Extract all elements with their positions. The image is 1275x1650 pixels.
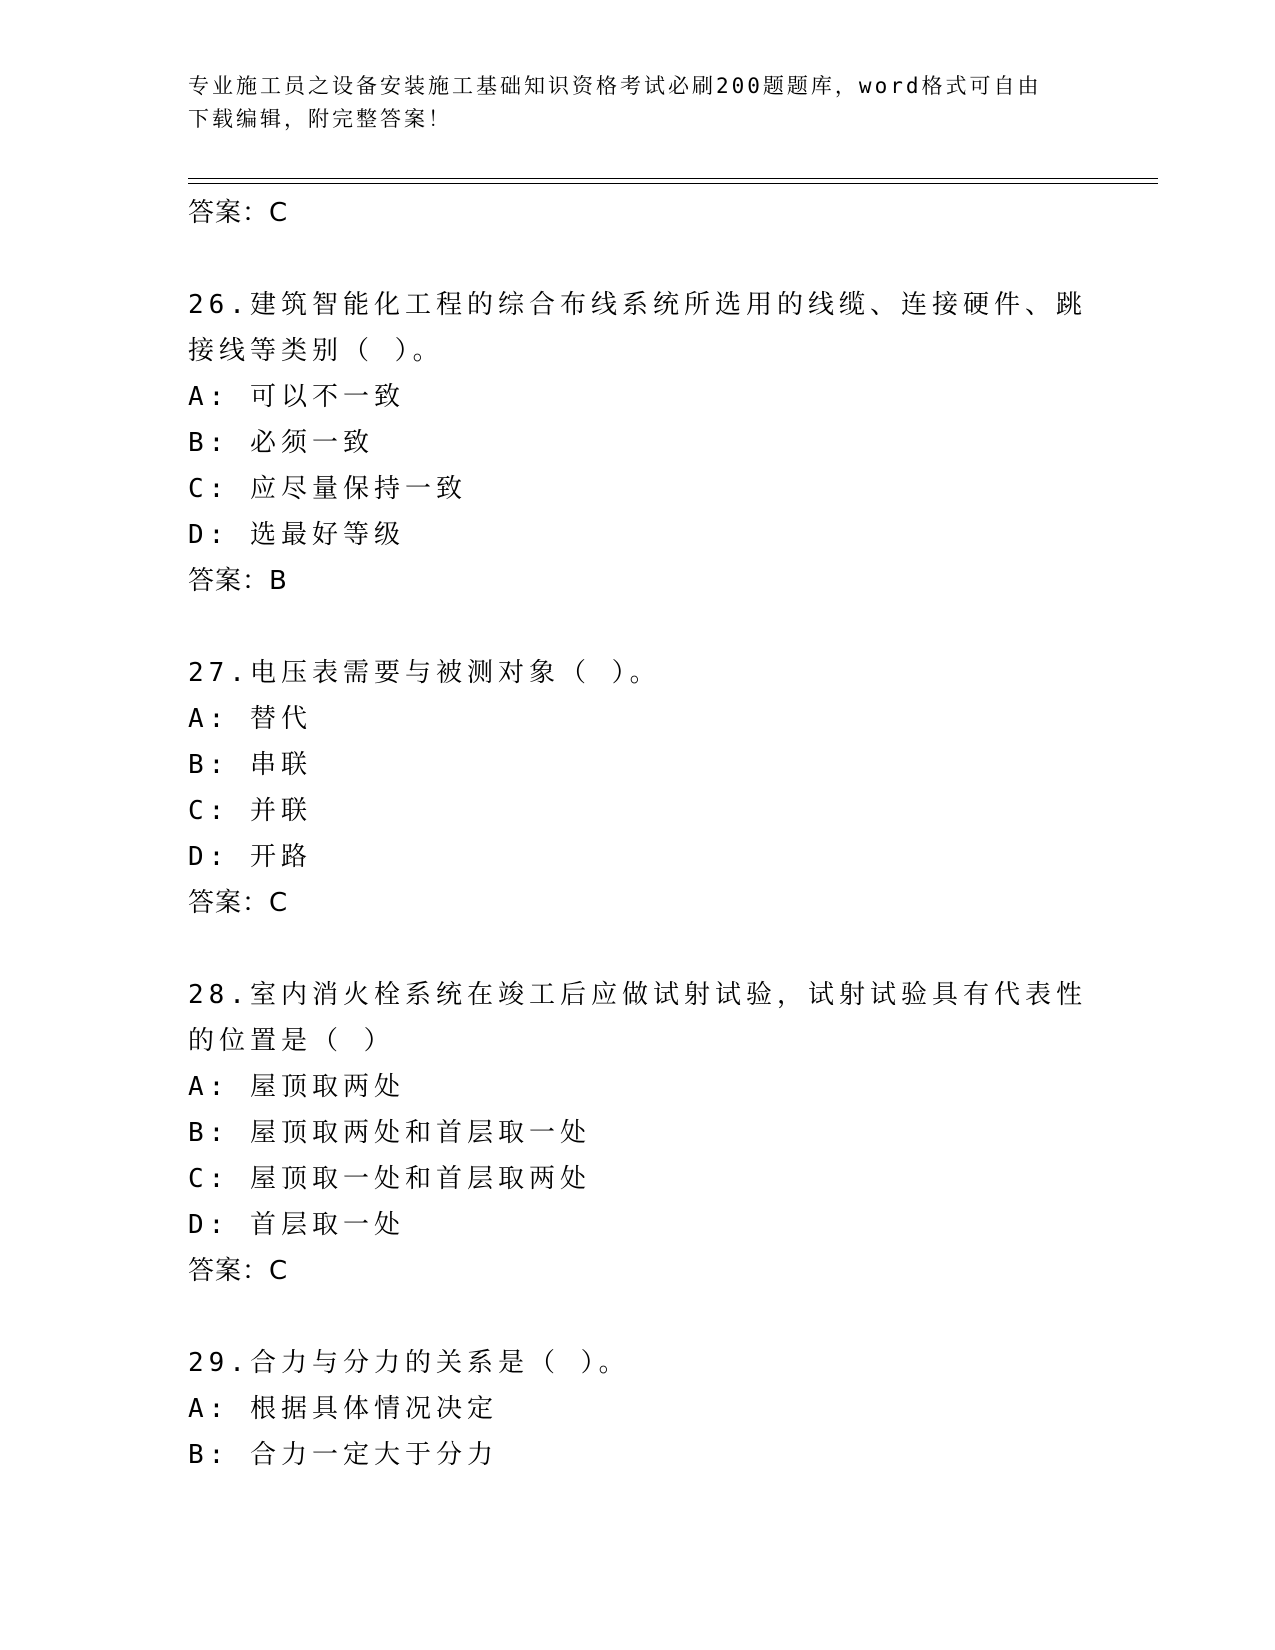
answer: 答案：C bbox=[188, 1256, 289, 1286]
previous-answer: 答案：C bbox=[188, 198, 289, 228]
option-a: A: 屋顶取两处 bbox=[188, 1072, 405, 1102]
option-c: C: 并联 bbox=[188, 796, 312, 826]
question-26 bbox=[188, 282, 1088, 604]
header-line-2: 下载编辑，附完整答案！ bbox=[188, 107, 452, 131]
answer: 答案：B bbox=[188, 566, 288, 596]
option-a: A: 根据具体情况决定 bbox=[188, 1394, 498, 1424]
option-d: D: 开路 bbox=[188, 842, 312, 872]
answer: 答案：C bbox=[188, 888, 289, 918]
option-b: B: 串联 bbox=[188, 750, 312, 780]
option-c: C: 应尽量保持一致 bbox=[188, 474, 467, 504]
option-a: A: 替代 bbox=[188, 704, 312, 734]
question-list bbox=[188, 190, 1088, 1478]
document-header bbox=[188, 70, 1088, 136]
option-d: D: 选最好等级 bbox=[188, 520, 405, 550]
header-line-1: 专业施工员之设备安装施工基础知识资格考试必刷200题题库，word格式可自由 bbox=[188, 74, 1042, 98]
question-text: 27.电压表需要与被测对象（ ）。 bbox=[188, 658, 661, 688]
header-divider-top bbox=[188, 178, 1158, 179]
question-text: 29.合力与分力的关系是（ ）。 bbox=[188, 1348, 630, 1378]
question-text: 26.建筑智能化工程的综合布线系统所选用的线缆、连接硬件、跳接线等类别（ ）。 bbox=[188, 290, 1087, 366]
option-c: C: 屋顶取一处和首层取两处 bbox=[188, 1164, 591, 1194]
option-a: A: 可以不一致 bbox=[188, 382, 405, 412]
option-b: B: 屋顶取两处和首层取一处 bbox=[188, 1118, 591, 1148]
question-28 bbox=[188, 972, 1088, 1294]
option-b: B: 合力一定大于分力 bbox=[188, 1440, 498, 1470]
question-text: 28.室内消火栓系统在竣工后应做试射试验，试射试验具有代表性的位置是（ ） bbox=[188, 980, 1087, 1056]
option-b: B: 必须一致 bbox=[188, 428, 374, 458]
question-27 bbox=[188, 650, 1088, 926]
header-divider-bottom bbox=[188, 183, 1158, 184]
option-d: D: 首层取一处 bbox=[188, 1210, 405, 1240]
question-29 bbox=[188, 1340, 1088, 1478]
